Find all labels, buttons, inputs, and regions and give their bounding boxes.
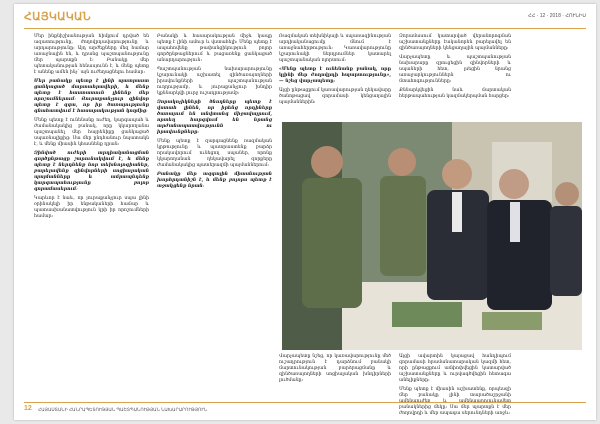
paragraph: Այցի ընթացքում կառավարության ղեկավարը ծանոթացավ զորամասի կենցաղային պայմաններին։ <box>279 88 391 105</box>
paragraph: Բանակի և հասարակության միջև կապը պետք է լինի ամուր և վստահելի։ Մենք պետք է ապահովենք թափանցիկություն բոլոր գործընթացներում և բացառենք ցանկացած անարդարություն։ <box>157 34 272 63</box>
paragraph-bold: Զորակոչիկների ծնողները պետք է վստահ լինեն, որ իրենց որդիները ծառայում են անվտանգ միջավայրում, որտեղ հարգվում են նրանց արժանապատվությունն ու իրավունքները։ <box>157 100 272 135</box>
text-column-3 <box>279 34 391 109</box>
paragraph: Այցի ավարտին կայացավ հանդիպում զորամասի հրամանատարական կազմի հետ, որի ընթացքում ամփոփվեցին կատարված աշխատանքները և ուրվագծվեցին հետագա անելիքները։ <box>399 354 511 383</box>
text-column-1 <box>34 34 149 223</box>
paragraph: Մենք պետք է ունենանք ուժեղ, կարգապահ և ժամանակակից բանակ, որը կկարողանա պաշտպանել մեր հայրենիքը ցանկացած սպառնալիքից։ Սա մեր ընդհանուր նպատակն է, և մենք միասին կհասնենք դրան։ <box>34 118 149 147</box>
text-column-3-continued <box>279 354 391 400</box>
paragraph: Մենք պետք է զարգացնենք ռազմական կրթությունը և պատրաստենք բարձր որակավորում ունեցող սպաներ, որոնք կկարողանան ղեկավարել զորքերը ժամանակակից պատերազմի պայմաններում։ <box>157 139 272 168</box>
paragraph: Վարչապետը նշեց, որ կառավարությունը մեծ ուշադրություն է դարձնում բանակի մարտունակության բարձրացմանը և զինծառայողների սոցիալական խնդիրների լուծմանը։ <box>279 354 391 383</box>
page-footer <box>24 402 586 415</box>
paragraph: Մենք պետք է միասին աշխատենք, որպեսզի մեր բանակը լինի տարածաշրջանի ամենաուժեղ և ամենաարդյունավետ բանակներից մեկը։ Սա մեր պարտքն է մեր ժողովրդի և մեր ապագա սերունդների առջև։ <box>399 387 511 416</box>
magazine-page <box>14 4 596 420</box>
page-header <box>24 10 586 29</box>
paragraph-bold: Մեր բանակը պետք է լինի պատրաստ ցանկացած մարտահրավերի, և մենք պետք է հաստատուն լինենք մեր որոշումներում։ Յուրաքանչյուր զինվոր պետք է զգա, որ իր ծառայությունը գնահատվում է հասարակության կողմից։ <box>34 79 149 114</box>
issue-info: ՀՀ · 12 · 2018 · ՀՈՒՆԻՍ <box>528 13 586 19</box>
text-column-2 <box>157 34 272 193</box>
page-number: 12 <box>24 405 32 412</box>
article-photo <box>282 122 582 350</box>
paragraph: Մեր ինքնիշխանության հիմքում դրված են ազատությունը, ժողովրդավարությունը և արդարությունը։ Այդ արժեքները մեզ համար առաջնային են, և դրանց պաշտպանությունը մեր պարտքն է։ Բանակը մեր պետականության հենասյունն է, և մենք պետք է անենք ամեն ինչ՝ այն ուժեղացնելու համար։ <box>34 34 149 75</box>
paragraph: Պաշտպանության նախարարությունը կշարունակի աշխատել զինծառայողների իրավունքների պաշտպանության ուղղությամբ, և յուրաքանչյուր խնդիր կքննարկվի լուրջ ուշադրությամբ։ <box>157 67 272 96</box>
paragraph-bold: Բանակը մեր ազգային միասնության խորհրդանիշն է, և մենք բոլորս պետք է աջակցենք նրան։ <box>157 172 272 189</box>
text-column-4 <box>399 34 511 103</box>
paragraph: Քննարկվեցին նաև մարտական հերթապահության կազմակերպման հարցեր։ <box>399 88 511 99</box>
magazine-logo: ՀԱՅԿԱԿԱՆ <box>24 11 91 23</box>
paragraph: Ռազմական տեխնիկայի և սպառազինության արդիականացումը մնում է առաջնահերթություն։ Կառավարությունը կշարունակի ներդրումներ կատարել պաշտպանական ոլորտում։ <box>279 34 391 63</box>
paragraph: Զորամասում կատարված վերանորոգման աշխատանքները էականորեն բարելավել են զինծառայողների կենցաղային պայմանները։ <box>399 34 511 51</box>
text-column-4-continued <box>399 354 511 416</box>
paragraph-bold: Զինված ուժերի արդիականացման գործընթացը շարունակվում է, և մենք պետք է ներդնենք նոր տեխնոլոգիաներ, բարելավենք զինվորների սոցիալական պայմանները և ամրապնդենք կարգապահությունը բոլոր զորամասերում։ <box>34 151 149 192</box>
footer-text: ՀԱՅԱՍՏԱՆԻ ՀԱՆՐԱՊԵՏՈՒԹՅԱՆ ՊԱՇՏՊԱՆՈՒԹՅԱՆ ՆԱԽԱՐԱՐՈՒԹՅՈՒՆ <box>38 407 208 412</box>
paragraph: Վարչապետը և պաշտպանության նախարարը զրուցեցին զինվորների և սպաների հետ, լսեցին նրանց առաջարկություններն ու մտահոգությունները։ <box>399 55 511 84</box>
photo-illustration <box>282 122 582 350</box>
paragraph-heading: «Մենք պետք է ունենանք բանակ, որը կլինի մեր ժողովրդի հպարտությունը», — նշեց վարչապետը։ <box>279 67 391 84</box>
paragraph: Կարևոր է նաև, որ յուրաքանչյուր սպա լինի օրինակելի իր ենթակաների համար և պատասխանատվություն կրի իր որոշումների համար։ <box>34 196 149 219</box>
